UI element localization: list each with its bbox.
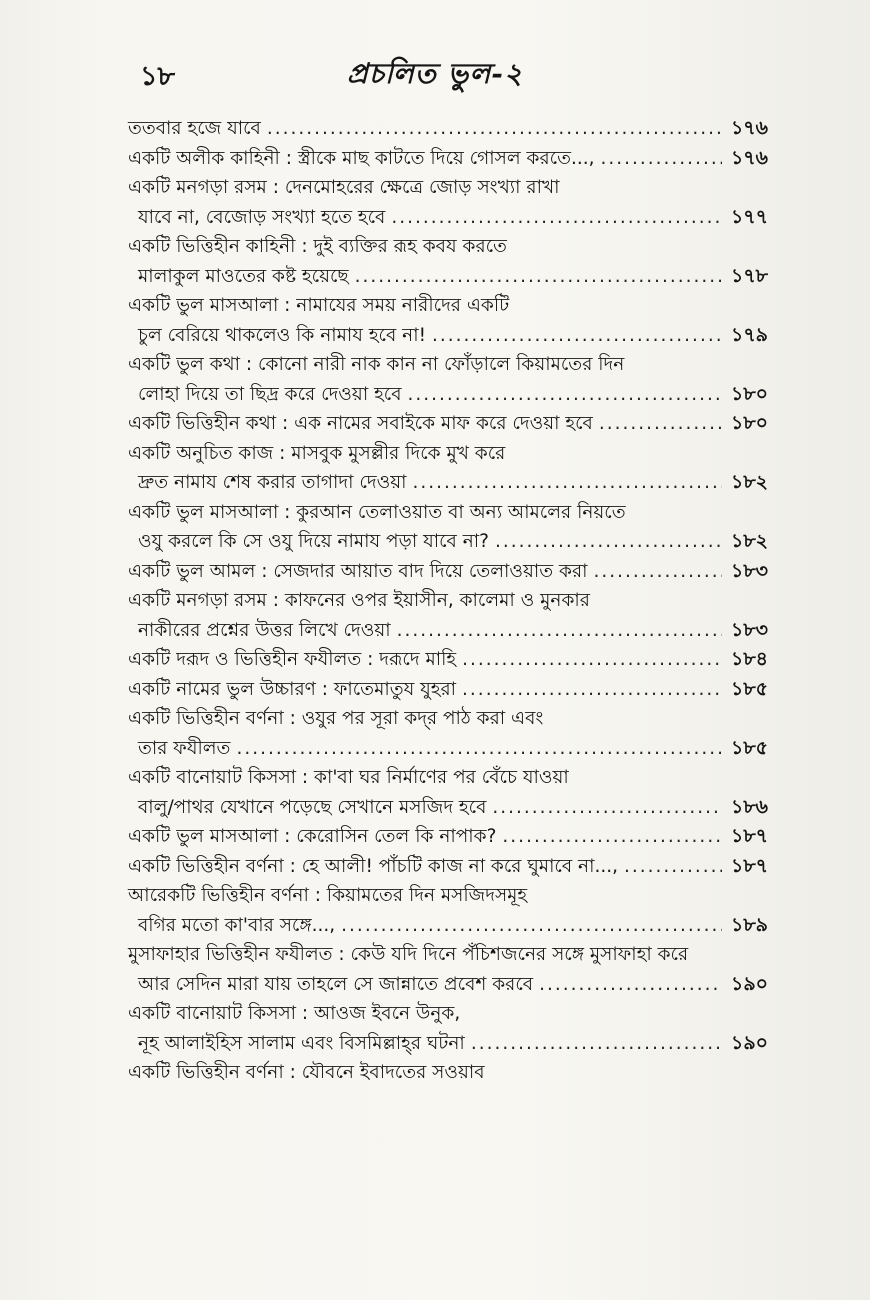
leader-dots: [624, 852, 722, 882]
toc-entry-title: তার ফযীলত: [138, 737, 231, 759]
toc-entry: [128, 704, 768, 763]
toc-line: [128, 970, 768, 1000]
toc-entry: [128, 763, 768, 822]
toc-page-number: ১৮৫: [731, 736, 768, 759]
toc-page-number: ১৯০: [730, 972, 768, 995]
leader-dots: [502, 822, 722, 852]
toc-line: [128, 114, 768, 144]
toc-line: [128, 881, 768, 911]
toc-page-number: ১৮২: [730, 471, 768, 493]
toc-line: [128, 350, 768, 380]
toc-line: [128, 262, 768, 292]
toc-line: [128, 586, 768, 616]
toc-entry-title: ওযু করলে কি সে ওযু দিয়ে নামায পড়া যাবে না?: [138, 531, 489, 552]
toc-entry-title: বালু/পাথর যেখানে পড়েছে সেখানে মসজিদ হবে: [138, 796, 487, 818]
page-number: ১৮: [140, 61, 176, 92]
toc-line: [128, 940, 768, 970]
toc-page-number: ১৭৬: [730, 146, 768, 169]
toc-line: [128, 734, 768, 764]
leader-dots: [267, 114, 722, 144]
toc-entry: [128, 881, 768, 940]
leader-dots: [432, 321, 722, 351]
toc-entry: [128, 557, 768, 587]
toc-entry-title: দ্রুত নামায শেষ করার তাগাদা দেওয়া: [138, 472, 407, 493]
leader-dots: [391, 203, 722, 233]
toc-entry-title: একটি ভিত্তিহীন বর্ণনা : যৌবনে ইবাদতের সওয়াব: [128, 1062, 485, 1083]
toc-page-number: ১৮৩: [730, 618, 768, 641]
toc-entry: [128, 1058, 768, 1088]
toc-page-number: ১৯০: [730, 1031, 768, 1054]
toc-entry-title: মুসাফাহার ভিত্তিহীন ফযীলত : কেউ যদি দিনে পঁচিশজনের সঙ্গে মুসাফাহা করে: [128, 944, 689, 965]
toc-line: [128, 852, 768, 882]
toc-entry-title: একটি ভুল মাসআলা : কুরআন তেলাওয়াত বা অন্য আমলের নিয়তে: [128, 501, 626, 523]
table-of-contents: [128, 114, 768, 1088]
running-title: প্রচলিত ভুল-২: [346, 57, 524, 90]
toc-entry-title: একটি ভুল মাসআলা : কেরোসিন তেল কি নাপাক?: [128, 826, 497, 847]
toc-entry-title: একটি অলীক কাহিনী : স্ত্রীকে মাছ কাটতে দিয়ে গোসল করতে...,: [128, 147, 595, 169]
toc-entry-title: একটি ভিত্তিহীন কাহিনী : দুই ব্যক্তির রূহ কবয করতে: [128, 236, 507, 257]
toc-entry: [128, 940, 768, 999]
toc-entry: [128, 291, 768, 350]
leader-dots: [601, 144, 723, 174]
leader-dots: [355, 262, 722, 292]
toc-entry: [128, 645, 768, 675]
toc-entry-title: নাকীরের প্রশ্নের উত্তর লিখে দেওয়া: [138, 619, 391, 641]
leader-dots: [594, 557, 722, 587]
toc-entry-title: একটি ভিত্তিহীন কথা : এক নামের সবাইকে মাফ করে দেওয়া হবে: [128, 413, 593, 434]
toc-entry-title: একটি অনুচিত কাজ : মাসবুক মুসল্লীর দিকে মুখ করে: [128, 442, 506, 464]
toc-page-number: ১৭৬: [730, 117, 768, 139]
toc-line: [128, 616, 768, 646]
toc-line: [128, 527, 768, 557]
toc-page-number: ১৮০: [730, 412, 768, 434]
toc-page-number: ১৮৭: [730, 825, 768, 847]
toc-page-number: ১৭৯: [730, 323, 768, 346]
leader-dots: [341, 911, 722, 941]
toc-entry-title: একটি মনগড়া রসম : কাফনের ওপর ইয়াসীন, কালেমা ও মুনকার: [128, 590, 590, 611]
toc-entry: [128, 144, 768, 174]
toc-entry-title: একটি ভুল মাসআলা : নামাযের সময় নারীদের একটি: [128, 295, 510, 316]
toc-entry-title: আর সেদিন মারা যায় তাহলে সে জান্নাতে প্রবেশ করবে: [138, 973, 534, 995]
toc-entry: [128, 675, 768, 705]
toc-line: [128, 291, 768, 321]
toc-page-number: ১৮৫: [731, 677, 768, 700]
toc-entry-title: আরেকটি ভিত্তিহীন বর্ণনা : কিয়ামতের দিন মসজিদসমূহ: [128, 885, 528, 906]
toc-line: [128, 144, 768, 174]
toc-entry: [128, 852, 768, 882]
toc-entry-title: একটি বানোয়াট কিসসা : আওজ ইবনে উনুক,: [128, 1003, 461, 1024]
toc-line: [128, 321, 768, 351]
toc-line: [128, 793, 768, 823]
toc-line: [128, 232, 768, 262]
toc-entry: [128, 409, 768, 439]
toc-line: [128, 468, 768, 498]
toc-page-number: ১৮৯: [731, 913, 768, 936]
toc-entry-title: লোহা দিয়ে তা ছিদ্র করে দেওয়া হবে: [138, 383, 402, 405]
toc-line: [128, 1058, 768, 1088]
toc-page-number: ১৭৭: [730, 205, 768, 228]
toc-entry: [128, 232, 768, 291]
leader-dots: [397, 616, 722, 646]
toc-entry: [128, 439, 768, 498]
leader-dots: [495, 527, 722, 557]
toc-line: [128, 203, 768, 233]
toc-entry-title: একটি নামের ভুল উচ্চারণ : ফাতেমাতুয যুহরা: [128, 678, 457, 700]
toc-line: [128, 557, 768, 587]
toc-page-number: ১৮৬: [730, 795, 768, 818]
toc-line: [128, 675, 768, 705]
toc-entry-title: একটি ভিত্তিহীন বর্ণনা : হে আলী! পাঁচটি কাজ না করে ঘুমাবে না...,: [128, 855, 618, 877]
toc-line: [128, 498, 768, 528]
toc-line: [128, 439, 768, 469]
toc-entry-title: একটি ভুল আমল : সেজদার আয়াত বাদ দিয়ে তেলাওয়াত করা: [128, 560, 588, 582]
toc-entry: [128, 822, 768, 852]
toc-entry: [128, 999, 768, 1058]
leader-dots: [492, 793, 722, 823]
toc-page-number: ১৮৪: [731, 648, 768, 670]
leader-dots: [539, 970, 722, 1000]
toc-entry-title: নূহ আলাইহিস সালাম এবং বিসমিল্লাহ্‌র ঘটনা: [138, 1032, 465, 1054]
leader-dots: [599, 409, 722, 439]
toc-entry-title: একটি ভিত্তিহীন বর্ণনা : ওযুর পর সূরা কদ্‌র পাঠ করা এবং: [128, 708, 544, 729]
toc-page-number: ১৮৩: [730, 559, 768, 582]
toc-entry-title: একটি মনগড়া রসম : দেনমোহরের ক্ষেত্রে জোড় সংখ্যা রাখা: [128, 177, 560, 198]
toc-line: [128, 999, 768, 1029]
toc-line: [128, 173, 768, 203]
toc-line: [128, 704, 768, 734]
leader-dots: [408, 380, 722, 410]
toc-entry-title: চুল বেরিয়ে থাকলেও কি নামায হবে না!: [138, 324, 426, 346]
toc-page-number: ১৮৭: [730, 854, 768, 877]
toc-entry: [128, 586, 768, 645]
toc-page-number: ১৮২: [730, 530, 768, 552]
toc-line: [128, 763, 768, 793]
leader-dots: [236, 734, 722, 764]
toc-entry-title: বগির মতো কা'বার সঙ্গে...,: [138, 914, 336, 936]
toc-line: [128, 409, 768, 439]
toc-entry: [128, 350, 768, 409]
toc-line: [128, 645, 768, 675]
toc-entry-title: মালাকুল মাওতের কষ্ট হয়েছে: [138, 265, 349, 287]
toc-line: [128, 380, 768, 410]
toc-entry-title: একটি ভুল কথা : কোনো নারী নাক কান না ফোঁড়ালে কিয়ামতের দিন: [128, 354, 625, 375]
leader-dots: [471, 1029, 722, 1059]
toc-entry-title: ততবার হজে যাবে: [128, 118, 261, 139]
toc-entry-title: একটি দরূদ ও ভিত্তিহীন ফযীলত : দরূদে মাহি: [128, 649, 457, 670]
toc-entry: [128, 498, 768, 557]
toc-entry: [128, 114, 768, 144]
toc-page-number: ১৭৮: [730, 264, 768, 287]
toc-line: [128, 822, 768, 852]
toc-page-number: ১৮০: [730, 382, 768, 405]
leader-dots: [462, 675, 722, 705]
toc-entry: [128, 173, 768, 232]
toc-line: [128, 1029, 768, 1059]
toc-entry-title: একটি বানোয়াট কিসসা : কা'বা ঘর নির্মাণের পর বেঁচে যাওয়া: [128, 767, 569, 788]
leader-dots: [462, 645, 722, 675]
toc-line: [128, 911, 768, 941]
toc-entry-title: যাবে না, বেজোড় সংখ্যা হতে হবে: [138, 206, 386, 228]
leader-dots: [412, 468, 722, 498]
